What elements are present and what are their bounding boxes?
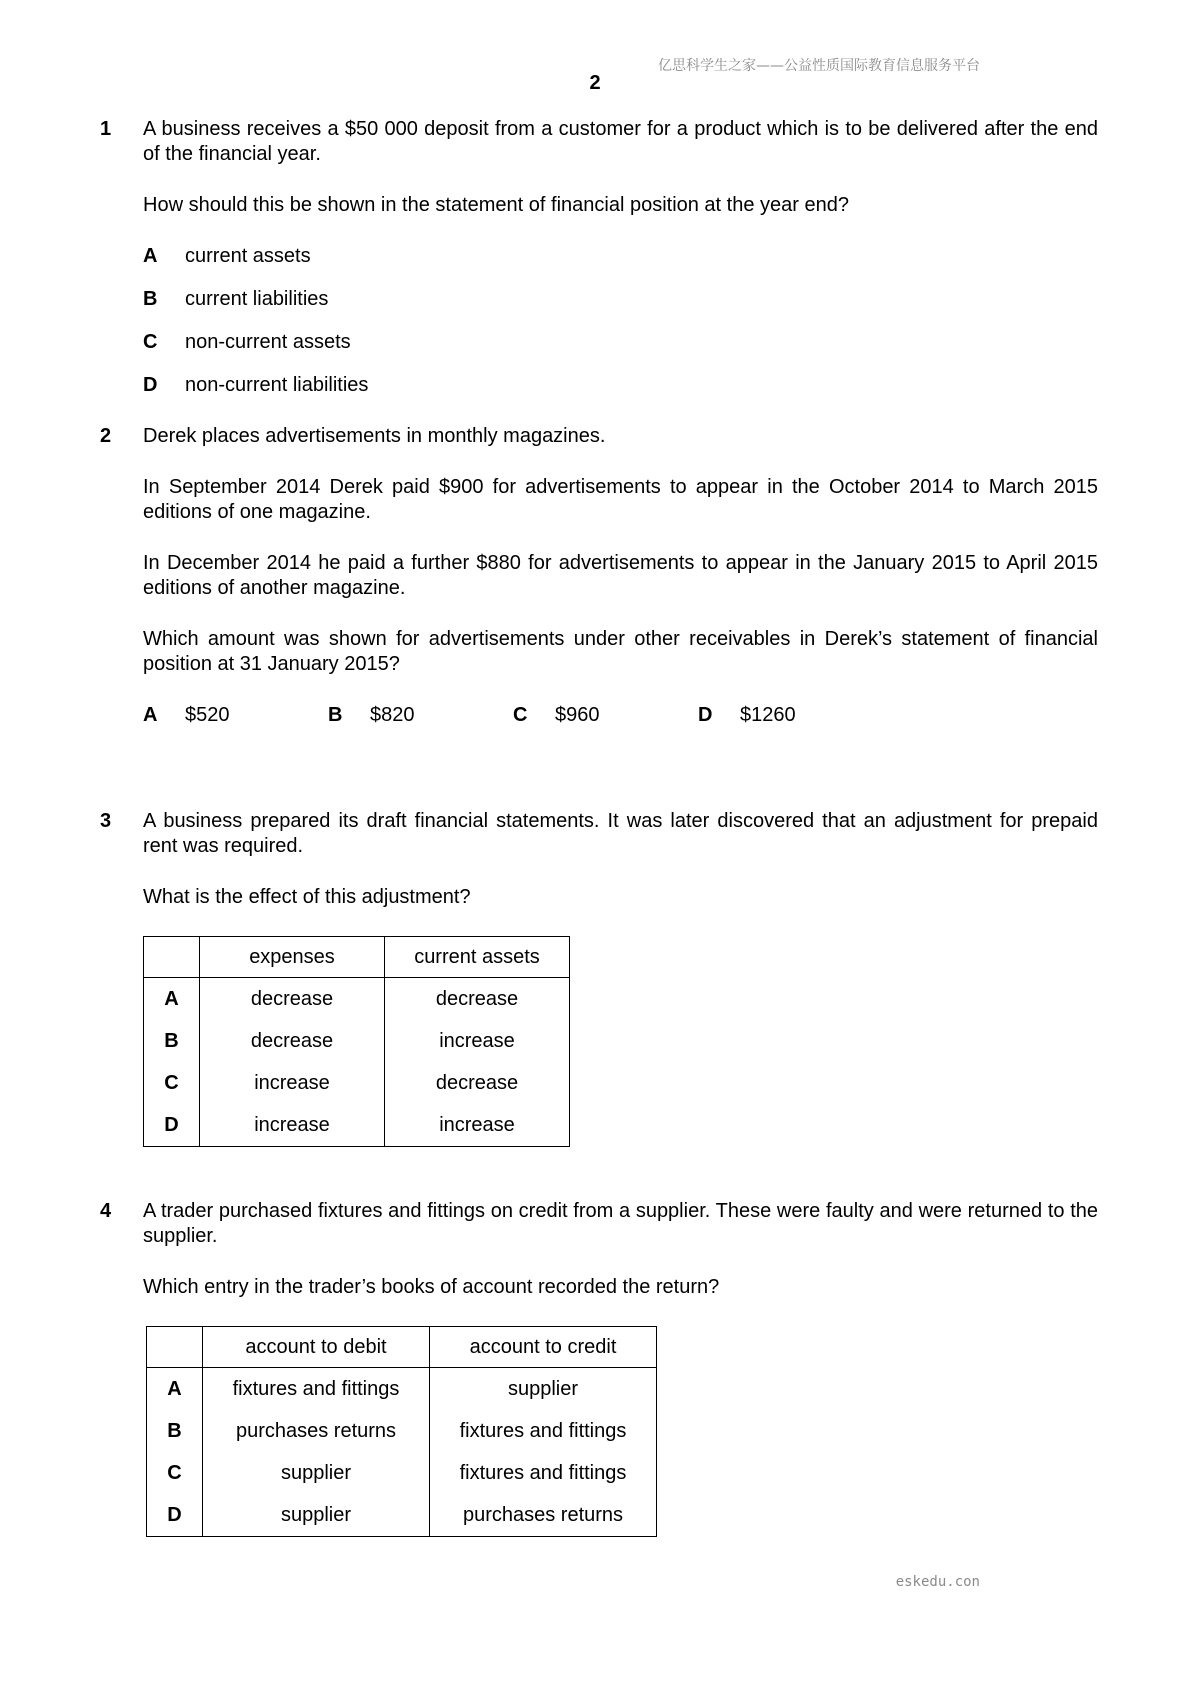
table-header: account to debit xyxy=(203,1327,430,1368)
option-a[interactable] xyxy=(143,244,1098,269)
option-text: non-current assets xyxy=(185,331,351,353)
question-prompt: What is the effect of this adjustment? xyxy=(143,886,471,908)
question-text: In September 2014 Derek paid $900 for advertisements to appear in the October 2014 to March 2015 editions of one magazine. xyxy=(143,476,1098,523)
option-text: $520 xyxy=(185,704,230,726)
option-b[interactable] xyxy=(328,703,415,728)
question-number: 2 xyxy=(100,425,112,447)
inline-options xyxy=(143,703,1098,728)
table-cell: supplier xyxy=(430,1368,657,1411)
option-letter: D xyxy=(143,374,158,396)
table-row-d[interactable] xyxy=(147,1494,657,1537)
option-text: $1260 xyxy=(740,704,796,726)
question-text: In December 2014 he paid a further $880 for advertisements to appear in the January 2015 to April 2015 editions of another magazine. xyxy=(143,552,1098,599)
question-prompt: How should this be shown in the statement of financial position at the year end? xyxy=(143,194,849,216)
option-text: non-current liabilities xyxy=(185,374,369,396)
table-cell: increase xyxy=(200,1062,385,1104)
table-cell: supplier xyxy=(203,1494,430,1537)
option-d[interactable] xyxy=(698,703,796,728)
answer-table xyxy=(143,936,570,1147)
option-letter: D xyxy=(698,704,713,726)
question-prompt: Which entry in the trader’s books of account recorded the return? xyxy=(143,1276,720,1298)
option-letter: C xyxy=(143,331,158,353)
table-cell: fixtures and fittings xyxy=(203,1368,430,1411)
row-label: A xyxy=(144,978,200,1021)
answer-table xyxy=(146,1326,657,1537)
option-letter: A xyxy=(143,704,158,726)
option-letter: B xyxy=(328,704,343,726)
table-header xyxy=(144,937,200,978)
option-text: current liabilities xyxy=(185,288,329,310)
row-label: B xyxy=(147,1410,203,1452)
table-cell: purchases returns xyxy=(203,1410,430,1452)
question-text: A business receives a $50 000 deposit from a customer for a product which is to be delivered after the end of the financial year. xyxy=(143,118,1098,165)
table-header: account to credit xyxy=(430,1327,657,1368)
table-row-a[interactable] xyxy=(144,978,570,1021)
option-letter: C xyxy=(513,704,528,726)
option-c[interactable] xyxy=(143,330,1098,355)
option-letter: A xyxy=(143,245,158,267)
question-number: 3 xyxy=(100,810,112,832)
question-number: 4 xyxy=(100,1200,112,1222)
row-label: C xyxy=(147,1452,203,1494)
table-row-c[interactable] xyxy=(144,1062,570,1104)
option-b[interactable] xyxy=(143,287,1098,312)
row-label: D xyxy=(144,1104,200,1147)
option-text: $960 xyxy=(555,704,600,726)
table-cell: increase xyxy=(200,1104,385,1147)
question-text: A trader purchased fixtures and fittings on credit from a supplier. These were faulty and were returned to the supplier. xyxy=(143,1200,1098,1247)
row-label: C xyxy=(144,1062,200,1104)
table-cell: purchases returns xyxy=(430,1494,657,1537)
table-row-b[interactable] xyxy=(147,1410,657,1452)
table-cell: decrease xyxy=(385,978,570,1021)
option-a[interactable] xyxy=(143,703,230,728)
question-text: A business prepared its draft financial statements. It was later discovered that an adjustment for prepaid rent was required. xyxy=(143,810,1098,857)
footer-site-text: eskedu.con xyxy=(895,1574,980,1590)
table-header xyxy=(147,1327,203,1368)
question-text: Derek places advertisements in monthly magazines. xyxy=(143,425,606,447)
row-label: A xyxy=(147,1368,203,1411)
option-text: $820 xyxy=(370,704,415,726)
table-cell: decrease xyxy=(200,1020,385,1062)
row-label: B xyxy=(144,1020,200,1062)
table-row-a[interactable] xyxy=(147,1368,657,1411)
table-cell: increase xyxy=(385,1020,570,1062)
table-cell: fixtures and fittings xyxy=(430,1452,657,1494)
table-row-b[interactable] xyxy=(144,1020,570,1062)
table-cell: supplier xyxy=(203,1452,430,1494)
table-cell: fixtures and fittings xyxy=(430,1410,657,1452)
table-header: current assets xyxy=(385,937,570,978)
option-d[interactable] xyxy=(143,373,1098,398)
option-c[interactable] xyxy=(513,703,600,728)
page-number: 2 xyxy=(589,72,601,94)
table-row-c[interactable] xyxy=(147,1452,657,1494)
table-header: expenses xyxy=(200,937,385,978)
question-number: 1 xyxy=(100,118,112,140)
question-prompt: Which amount was shown for advertisements under other receivables in Derek’s statement of financial position at 31 January 2015? xyxy=(143,628,1098,675)
header-site-text: 亿思科学生之家——公益性质国际教育信息服务平台 xyxy=(658,58,980,74)
table-cell: decrease xyxy=(385,1062,570,1104)
row-label: D xyxy=(147,1494,203,1537)
option-text: current assets xyxy=(185,245,311,267)
table-row-d[interactable] xyxy=(144,1104,570,1147)
option-letter: B xyxy=(143,288,158,310)
table-cell: decrease xyxy=(200,978,385,1021)
table-cell: increase xyxy=(385,1104,570,1147)
